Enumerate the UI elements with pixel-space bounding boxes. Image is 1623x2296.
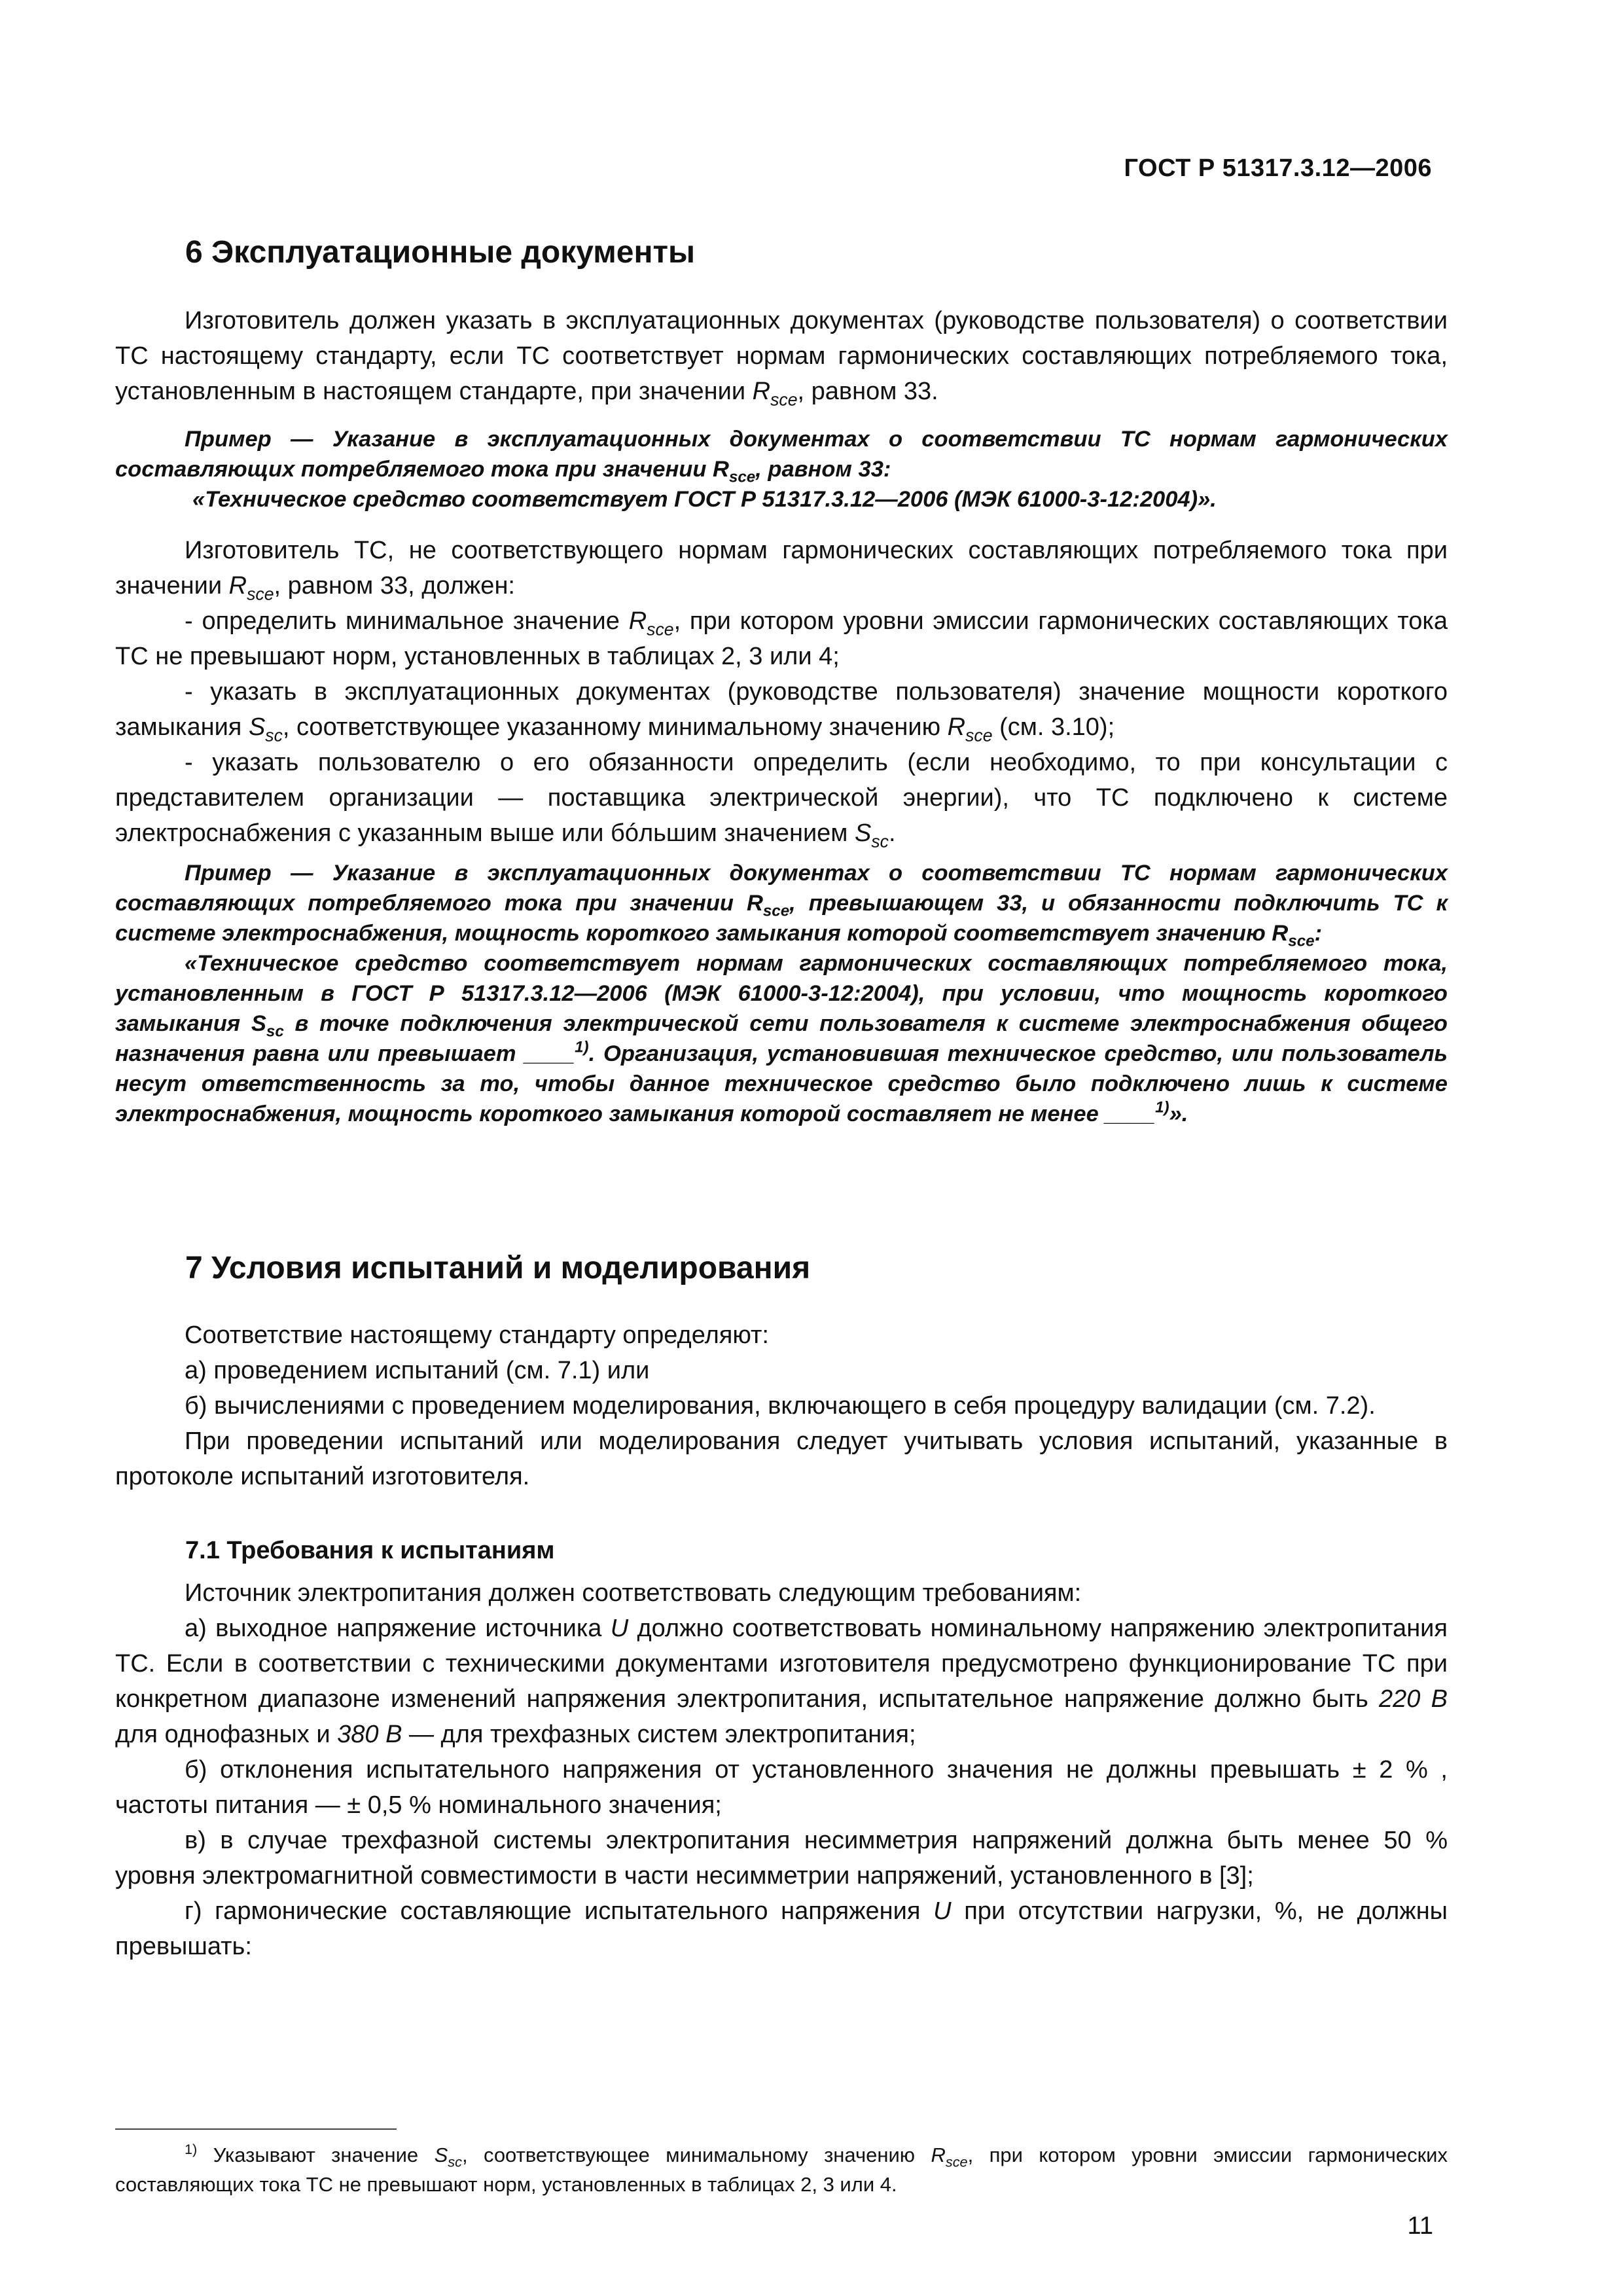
standard-code: ГОСТ Р 51317.3.12—2006 — [1124, 154, 1432, 182]
list-item: - указать в эксплуатационных документах (руководстве пользователя) значение мощности короткого замыкания $S_{sc}$, соответствующее указанному минимальному значению $R_{sce}$ (см. 3.10); — [115, 678, 1448, 745]
section-6-heading: 6 Эксплуатационные документы — [185, 235, 695, 270]
list-item: в) в случае трехфазной системы электропитания несимметрия напряжений должна быть менее 50 % уровня электромагнитной совместимости в части несимметрии напряжений, установленного в [3]; — [115, 1827, 1448, 1890]
example-2 — [115, 858, 1448, 1129]
section-7-paragraph-2: При проведении испытаний или моделирования следует учитывать условия испытаний, указанные в протоколе испытаний изготовителя. — [115, 1427, 1448, 1490]
example-1 — [115, 424, 1448, 514]
footnote-mark: 1) — [185, 2141, 198, 2158]
example-2-quote: «Техническое средство соответствует нормам гармонических составляющих потребляемого тока, установленным в ГОСТ Р 51317.3.12—2006 (МЭК 61000-3-12:2004), при условии, что мощность короткого замыкания $S_{sc}$ в точке подключения электрической сети пользователя к системе электроснабжения общего назначения равна или превышает ____$^{1)}$. Организация, установившая техническое средство, или пользователь несут ответственность за то, чтобы данное техническое средство было подключено лишь к системе электроснабжения, мощность короткого замыкания которой составляет не менее ____$^{1)}$». — [115, 951, 1448, 1126]
section-6-requirements — [115, 533, 1448, 851]
subsection-7-1-heading: 7.1 Требования к испытаниям — [185, 1537, 555, 1564]
example-2-text: Пример — Указание в эксплуатационных документах о соответствии ТС нормам гармонических составляющих потребляемого тока при значении $R_{sce}$, превышающем 33, и обязанности подключить ТС к системе электроснабжения, мощность короткого замыкания которой соответствует значению $R_{sce}$: — [115, 861, 1448, 950]
section-7-paragraph: Соответствие настоящему стандарту определяют: — [185, 1321, 769, 1349]
example-1-text: Пример — Указание в эксплуатационных документах о соответствии ТС нормам гармонических составляющих потребляемого тока при значении $R_{sce}$, равном 33: — [115, 427, 1448, 486]
list-item: а) проведением испытаний (см. 7.1) или — [185, 1357, 650, 1384]
footnote-divider — [115, 2128, 397, 2130]
list-item: б) отклонения испытательного напряжения от установленного значения не должны превышать ± 2 % , частоты питания — ± 0,5 % номинального значения; — [115, 1756, 1448, 1819]
list-item: а) выходное напряжение источника U должно соответствовать номинальному напряжению электропитания ТС. Если в соответствии с техническими документами изготовителя предусмотрено функционирование ТС при конкретном диапазоне изменений напряжения электропитания, испытательное напряжение должно быть 220 В для однофазных и 380 В — для трехфазных систем электропитания; — [115, 1615, 1448, 1748]
list-item: б) вычислениями с проведением моделирования, включающего в себя процедуру валидации (см. 7.2). — [185, 1392, 1376, 1420]
section-6-paragraph-2: Изготовитель ТС, не соответствующего нормам гармонических составляющих потребляемого тока при значении $R_{sce}$, равном 33, должен: — [115, 537, 1448, 604]
section-6-paragraph: Изготовитель должен указать в эксплуатационных документах (руководстве пользователя) о соответствии ТС настоящему стандарту, если ТС соответствует нормам гармонических составляющих потребляемого тока, установленным в настоящем стандарте, при значении $R_{sce}$, равном 33. — [115, 307, 1448, 410]
subsection-paragraph: Источник электропитания должен соответствовать следующим требованиям: — [185, 1579, 1082, 1607]
list-item: г) гармонические составляющие испытательного напряжения U при отсутствии нагрузки, %, не должны превышать: — [115, 1897, 1448, 1960]
section-7-heading: 7 Условия испытаний и моделирования — [185, 1251, 811, 1285]
page-number: 11 — [1407, 2212, 1433, 2240]
footnote: $^{1)}$ Указывают значение $S_{sc}$, соответствующее минимальному значению $R_{sce}$, при котором уровни эмиссии гармонических составляющих тока ТС не превышают норм, установленных в таблицах 2, 3 или 4. — [115, 2141, 1448, 2196]
subsection-7-1-body — [115, 1575, 1448, 1964]
example-1-quote: «Техническое средство соответствует ГОСТ Р 51317.3.12—2006 (МЭК 61000-3-12:2004)». — [192, 487, 1217, 512]
list-item: - указать пользователю о его обязанности определить (если необходимо, то при консультации с представителем организации — поставщика электрической энергии), что ТС подключено к системе электроснабжения с указанным выше или бóльшим значением $S_{sc}$. — [115, 749, 1448, 852]
section-7-intro — [115, 1318, 1448, 1494]
section-6-intro — [115, 303, 1448, 409]
list-item: - определить минимальное значение $R_{sce}$, при котором уровни эмиссии гармонических составляющих тока ТС не превышают норм, установленных в таблицах 2, 3 или 4; — [115, 607, 1448, 670]
